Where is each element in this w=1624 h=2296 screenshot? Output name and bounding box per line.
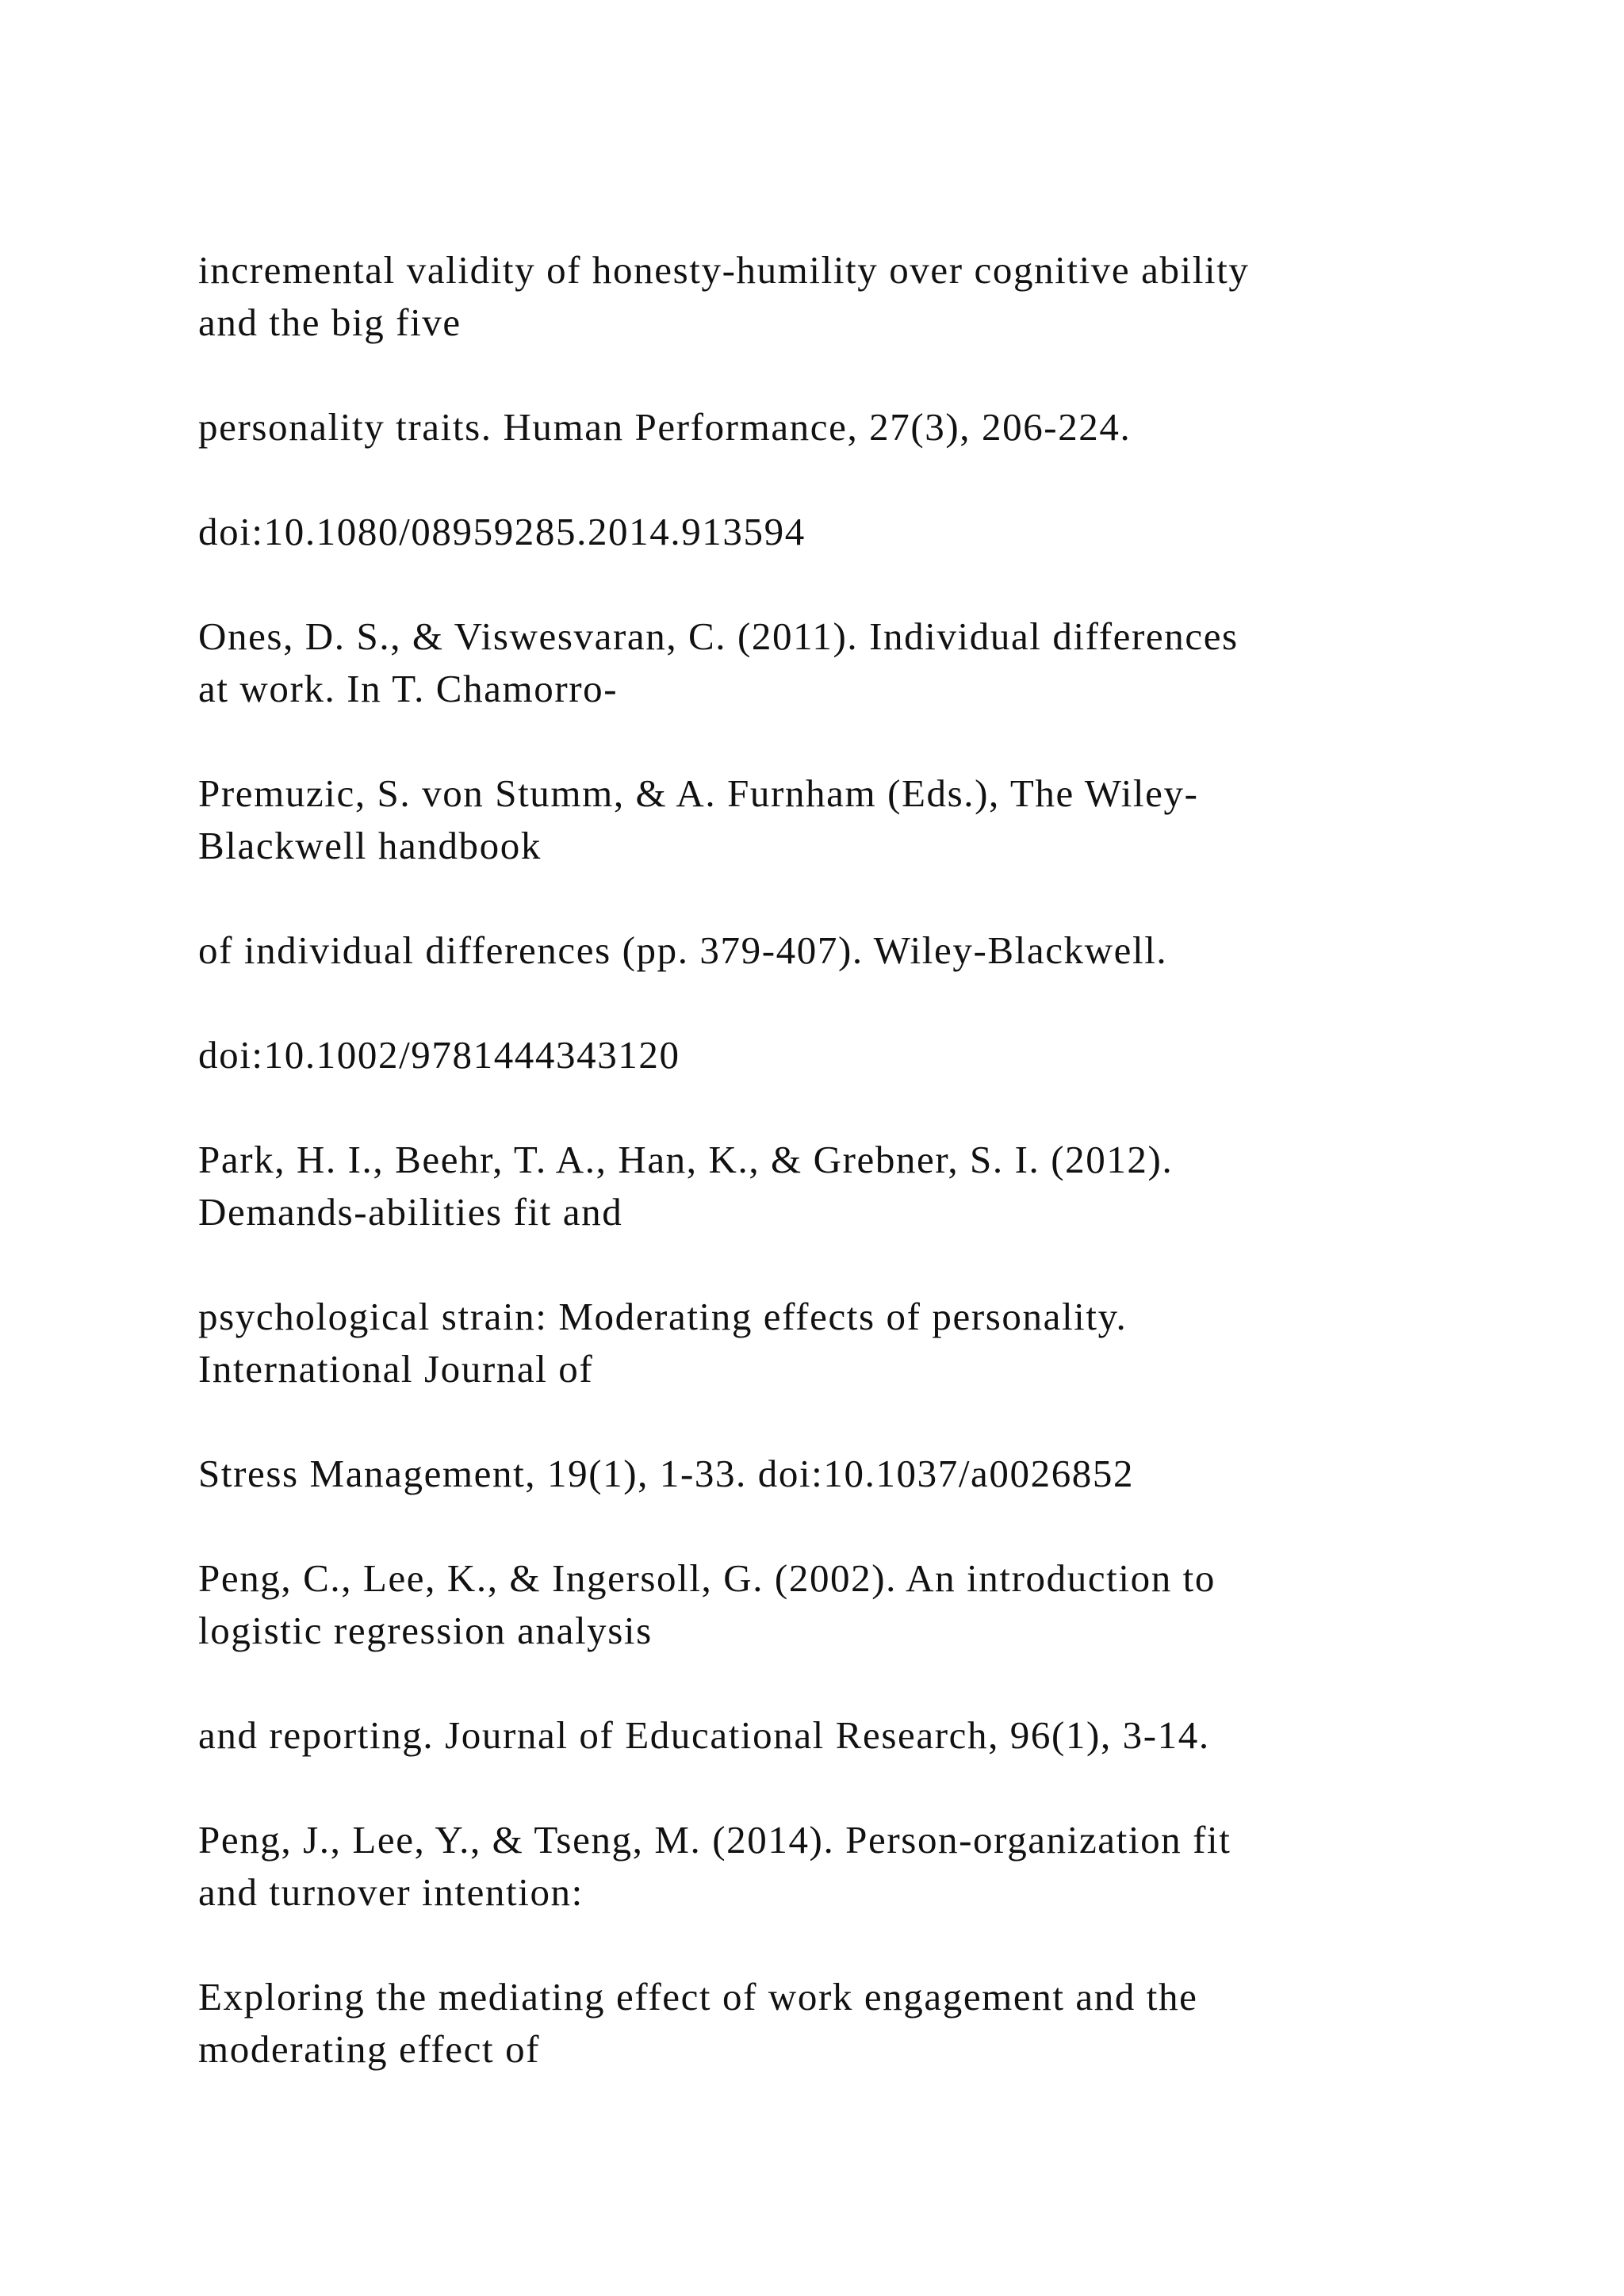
paragraph-9	[198, 1291, 1451, 1395]
text-line: doi:10.1080/08959285.2014.913594	[198, 510, 806, 553]
paragraph-5	[198, 767, 1451, 872]
text-line: at work. In T. Chamorro-	[198, 667, 619, 710]
text-line: Exploring the mediating effect of work engagement and the	[198, 1975, 1198, 2019]
paragraph-7	[198, 1029, 1451, 1081]
text-line: incremental validity of honesty-humility over cognitive ability	[198, 248, 1250, 292]
text-line: Demands-abilities fit and	[198, 1190, 623, 1234]
text-line: and reporting. Journal of Educational Research, 96(1), 3-14.	[198, 1713, 1210, 1757]
text-line: logistic regression analysis	[198, 1609, 653, 1652]
paragraph-10	[198, 1448, 1451, 1500]
paragraph-2	[198, 401, 1451, 453]
paragraph-6	[198, 924, 1451, 977]
text-line: and the big five	[198, 300, 462, 344]
text-line: Peng, J., Lee, Y., & Tseng, M. (2014). Person-organization fit	[198, 1818, 1231, 1862]
paragraph-4	[198, 610, 1451, 715]
paragraph-11	[198, 1552, 1451, 1657]
text-line: moderating effect of	[198, 2027, 541, 2071]
text-line: International Journal of	[198, 1347, 594, 1391]
text-line: doi:10.1002/9781444343120	[198, 1033, 680, 1077]
paragraph-1	[198, 244, 1451, 349]
text-line: Stress Management, 19(1), 1-33. doi:10.1037/a0026852	[198, 1452, 1135, 1495]
reference-list	[198, 244, 1451, 2128]
text-line: Peng, C., Lee, K., & Ingersoll, G. (2002). An introduction to	[198, 1556, 1216, 1600]
text-line: of individual differences (pp. 379-407). Wiley-Blackwell.	[198, 928, 1168, 972]
text-line: Ones, D. S., & Viswesvaran, C. (2011). Individual differences	[198, 614, 1239, 658]
text-line: and turnover intention:	[198, 1870, 584, 1914]
text-line: Blackwell handbook	[198, 824, 542, 867]
paragraph-3	[198, 506, 1451, 558]
paragraph-12	[198, 1709, 1451, 1762]
text-line: personality traits. Human Performance, 27(3), 206-224.	[198, 405, 1132, 449]
paragraph-13	[198, 1814, 1451, 1919]
text-line: psychological strain: Moderating effects of personality.	[198, 1295, 1128, 1338]
text-line: Premuzic, S. von Stumm, & A. Furnham (Eds.), The Wiley-	[198, 771, 1199, 815]
text-line: Park, H. I., Beehr, T. A., Han, K., & Grebner, S. I. (2012).	[198, 1138, 1174, 1181]
paragraph-8	[198, 1134, 1451, 1238]
paragraph-14	[198, 1971, 1451, 2076]
